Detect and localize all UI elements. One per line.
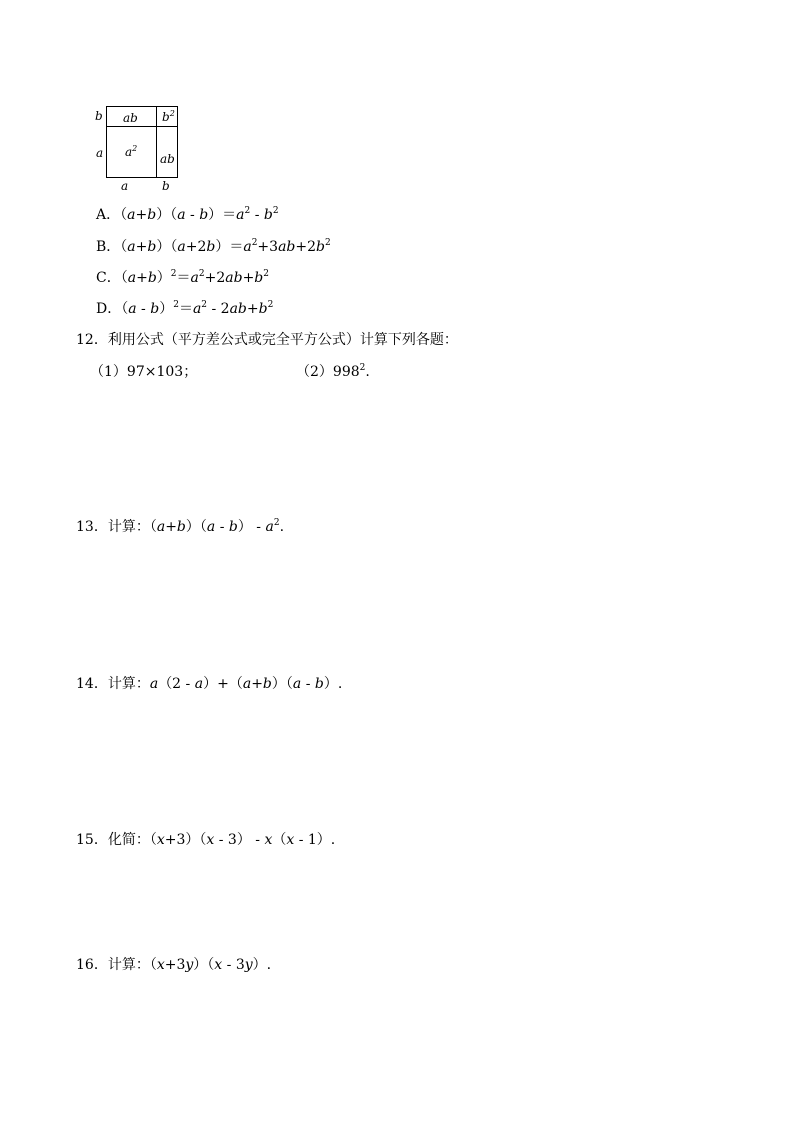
question-12-part-2: $(2)998^2$. <box>296 363 370 380</box>
question-14-prefix: 计算： <box>107 676 150 692</box>
question-16-prefix: 计算： <box>107 957 150 973</box>
figure-label-b-left: b <box>95 109 103 123</box>
question-15: 15．化简：（x+3）（x - 3） - x（x - 1）. <box>76 832 336 848</box>
figure-label-b2: $b^2$ <box>162 109 175 124</box>
option-d-label: D． <box>96 301 122 317</box>
figure-label-a2: $a^2$ <box>125 144 138 159</box>
question-12-number: 12． <box>76 332 108 348</box>
question-14-number: 14． <box>76 676 108 692</box>
question-16: 16．计算：（x+3y）（x - 3y）. <box>76 957 272 973</box>
option-b-label: B． <box>96 239 121 255</box>
area-model-figure <box>92 104 184 196</box>
question-12-part-1: （1）97×103； <box>90 364 198 380</box>
option-c: C．$(a+b)^2=a^2+2ab+b^2$ <box>96 269 269 286</box>
figure-label-ab-right: ab <box>160 152 175 166</box>
question-12 <box>76 330 458 350</box>
question-16-number: 16． <box>76 957 108 973</box>
question-13-number: 13． <box>76 519 108 535</box>
question-13-prefix: 计算： <box>107 519 150 535</box>
question-13: 13．计算：$(a+b)(a - b) - a^2$. <box>76 518 285 535</box>
option-a: A．$(a+b)(a - b)=a^2 - b^2$ <box>96 206 279 223</box>
option-d: D．$(a - b)^2=a^2 - 2ab+b^2$ <box>96 300 274 317</box>
option-c-label: C． <box>96 270 121 286</box>
question-12-text: 利用公式（平方差公式或完全平方公式）计算下列各题： <box>107 332 458 348</box>
figure-label-ab-top: ab <box>123 111 138 125</box>
question-14: 14．计算：a（2 - a）+（a+b）（a - b）. <box>76 676 343 692</box>
figure-label-a-left: a <box>96 146 104 160</box>
option-a-label: A． <box>96 207 121 223</box>
figure-label-b-bottom: b <box>162 179 170 193</box>
question-15-number: 15． <box>76 832 108 848</box>
option-b: B．$(a+b)(a+2b)=a^2+3ab+2b^2$ <box>96 238 331 255</box>
question-15-prefix: 化简： <box>107 832 150 848</box>
figure-label-a-bottom: a <box>121 179 129 193</box>
